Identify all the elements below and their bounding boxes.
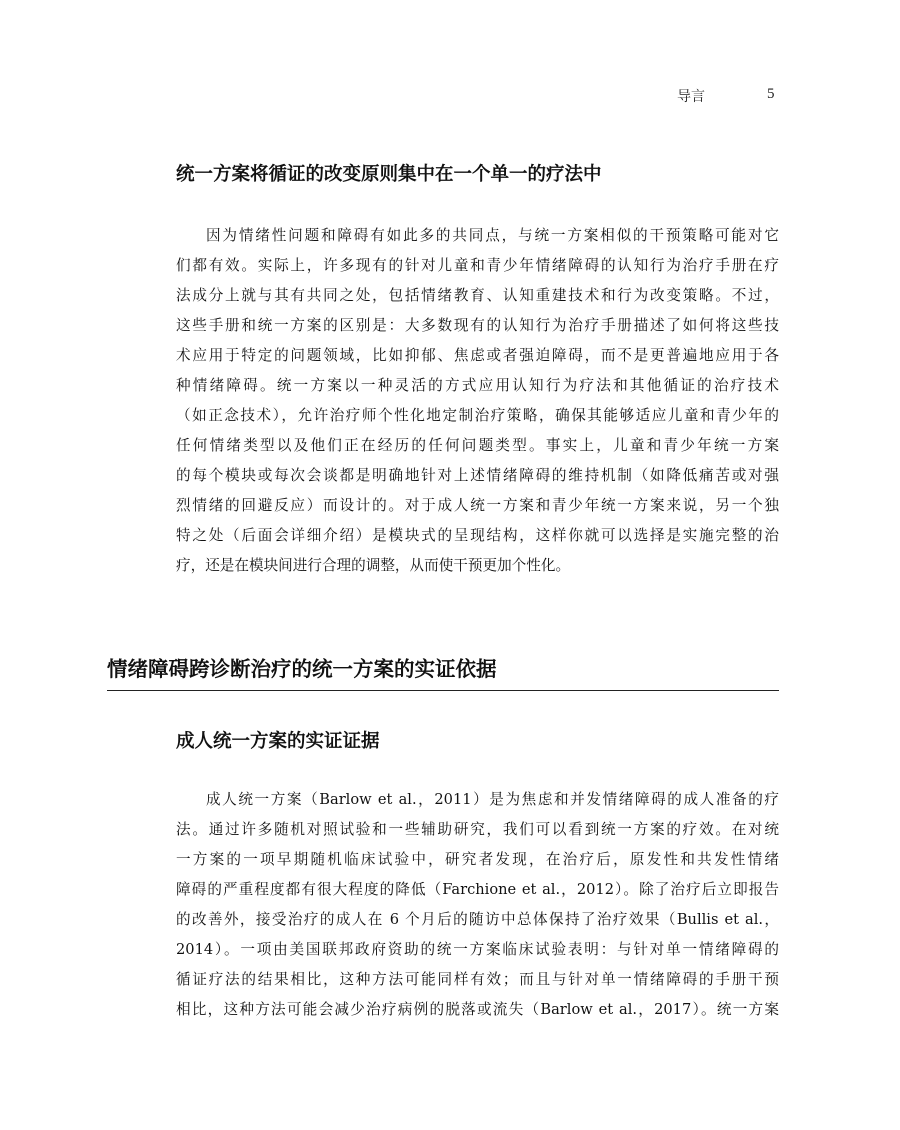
text-line: 因为情绪性问题和障碍有如此多的共同点，与统一方案相似的干预策略可能对它 xyxy=(206,227,779,244)
text-line: 的改善外，接受治疗的成人在 6 个月后的随访中总体保持了治疗效果（Bullis et al.， xyxy=(176,911,779,928)
paragraph-adult-evidence xyxy=(176,785,779,1025)
text-line: （如正念技术），允许治疗师个性化地定制治疗策略，确保其能够适应儿童和青少年的 xyxy=(176,407,779,424)
text-line: 种情绪障碍。统一方案以一种灵活的方式应用认知行为疗法和其他循证的治疗技术 xyxy=(176,377,779,394)
text-line: 特之处（后面会详细介绍）是模块式的呈现结构，这样你就可以选择是实施完整的治 xyxy=(176,527,779,544)
section-heading-unified-protocol: 统一方案将循证的改变原则集中在一个单一的疗法中 xyxy=(176,164,602,185)
text-line: 障碍的严重程度都有很大程度的降低（Farchione et al.，2012）。除了治疗后立即报告 xyxy=(176,881,779,898)
text-line: 的每个模块或每次会谈都是明确地针对上述情绪障碍的维持机制（如降低痛苦或对强 xyxy=(176,467,779,484)
text-line: 任何情绪类型以及他们正在经历的任何问题类型。事实上，儿童和青少年统一方案 xyxy=(176,437,779,454)
text-line: 循证疗法的结果相比，这种方法可能同样有效；而且与针对单一情绪障碍的手册干预 xyxy=(176,971,779,988)
page-number: 5 xyxy=(767,86,775,102)
text-line: 疗，还是在模块间进行合理的调整，从而使干预更加个性化。 xyxy=(176,557,571,574)
text-line: 法。通过许多随机对照试验和一些辅助研究，我们可以看到统一方案的疗效。在对统 xyxy=(176,821,779,838)
text-line: 们都有效。实际上，许多现有的针对儿童和青少年情绪障碍的认知行为治疗手册在疗 xyxy=(176,257,779,274)
running-header xyxy=(660,86,780,106)
text-line: 术应用于特定的问题领域，比如抑郁、焦虑或者强迫障碍，而不是更普遍地应用于各 xyxy=(176,347,779,364)
paragraph-unified-protocol xyxy=(176,221,779,581)
chapter-heading-empirical-evidence: 情绪障碍跨诊断治疗的统一方案的实证依据 xyxy=(107,652,779,691)
text-line: 2014）。一项由美国联邦政府资助的统一方案临床试验表明：与针对单一情绪障碍的 xyxy=(176,941,779,958)
text-line: 一方案的一项早期随机临床试验中，研究者发现，在治疗后，原发性和共发性情绪 xyxy=(176,851,779,868)
text-line: 法成分上就与其有共同之处，包括情绪教育、认知重建技术和行为改变策略。不过， xyxy=(176,287,779,304)
text-line: 成人统一方案（Barlow et al.，2011）是为焦虑和并发情绪障碍的成人准备的疗 xyxy=(206,791,779,808)
text-line: 烈情绪的回避反应）而设计的。对于成人统一方案和青少年统一方案来说，另一个独 xyxy=(176,497,779,514)
running-header-section-title: 导言 xyxy=(677,89,705,105)
text-line: 这些手册和统一方案的区别是：大多数现有的认知行为治疗手册描述了如何将这些技 xyxy=(176,317,779,334)
text-line: 相比，这种方法可能会减少治疗病例的脱落或流失（Barlow et al.，2017）。统一方案 xyxy=(176,1001,779,1018)
section-heading-adult-evidence: 成人统一方案的实证证据 xyxy=(176,731,380,752)
